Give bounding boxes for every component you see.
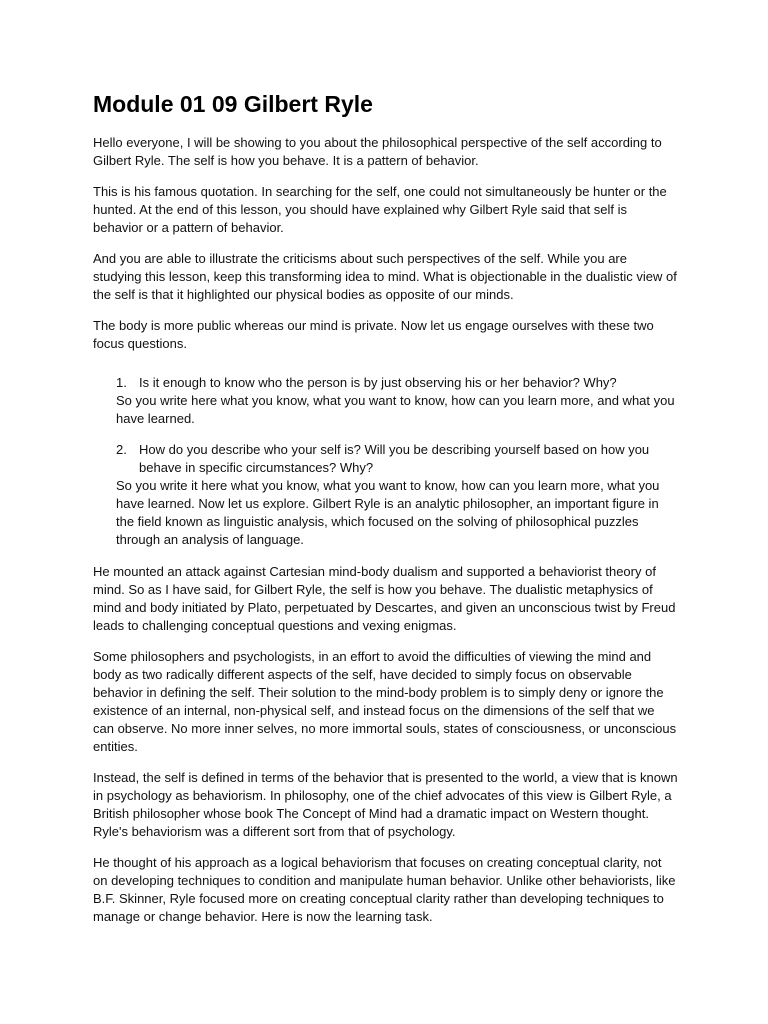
paragraph-cartesian: He mounted an attack against Cartesian mind-body dualism and supported a behaviorist theory of mind. So as I have said, for Gilbert Ryle, the self is how you behave. The dualistic metaphysics of mind and body initiated by Plato, perpetuated by Descartes, and given an unconscious twist by Freud leads to challenging conceptual questions and vexing enigmas. — [93, 564, 676, 633]
paragraph-behaviorism: Instead, the self is defined in terms of the behavior that is presented to the world, a view that is known in psychology as behaviorism. In philosophy, one of the chief advocates of this view is Gilbert Ryle, a British philosopher whose book The Concept of Mind had a dramatic impact on Western thought. Ryle's behaviorism was a different sort from that of psychology. — [93, 770, 678, 839]
paragraph-quotation: This is his famous quotation. In searching for the self, one could not simultaneously be hunter or the hunted. At the end of this lesson, you should have explained why Gilbert Ryle said that self is behavior or a pattern of behavior. — [93, 184, 667, 235]
list-number: 1. — [116, 375, 127, 390]
page-title: Module 01 09 Gilbert Ryle — [93, 91, 373, 117]
paragraph-intro: Hello everyone, I will be showing to you about the philosophical perspective of the self according to Gilbert Ryle. The self is how you behave. It is a pattern of behavior. — [93, 135, 662, 168]
paragraph-focus-intro: The body is more public whereas our mind is private. Now let us engage ourselves with these two focus questions. — [93, 318, 654, 351]
list-item — [93, 441, 678, 549]
focus-question-body: So you write here what you know, what you want to know, how can you learn more, and what you have learned. — [116, 393, 675, 426]
list-number: 2. — [116, 442, 127, 457]
focus-question-body: So you write it here what you know, what you want to know, how can you learn more, what you have learned. Now let us explore. Gilbert Ryle is an analytic philosopher, an important figure in the field known as linguistic analysis, which focused on the solving of philosophical puzzles through an analysis of language. — [116, 478, 660, 547]
paragraph-observable-behavior: Some philosophers and psychologists, in an effort to avoid the difficulties of viewing the mind and body as two radically different aspects of the self, have decided to simply focus on observable behavior in defining the self. Their solution to the mind-body problem is to simply deny or ignore the existence of an internal, non-physical self, and instead focus on the dimensions of the self that we can observe. No more inner selves, no more immortal souls, states of consciousness, or unconscious entities. — [93, 649, 677, 754]
focus-question-text: How do you describe who your self is? Will you be describing yourself based on how you behave in specific circumstances? Why? — [139, 442, 650, 475]
paragraph-criticisms: And you are able to illustrate the criticisms about such perspectives of the self. While you are studying this lesson, keep this transforming idea to mind. What is objectionable in the dualistic view of the self is that it highlighted our physical bodies as opposite of our minds. — [93, 251, 677, 302]
paragraph-logical-behaviorism: He thought of his approach as a logical behaviorism that focuses on creating conceptual clarity, not on developing techniques to condition and manipulate human behavior. Unlike other behaviorists, like B.F. Skinner, Ryle focused more on creating conceptual clarity rather than developing techniques to manage or change behavior. Here is now the learning task. — [93, 855, 676, 924]
focus-question-line — [116, 441, 678, 477]
focus-questions-list — [93, 374, 678, 549]
focus-question-text: Is it enough to know who the person is by just observing his or her behavior? Why? — [139, 375, 617, 390]
list-item — [93, 374, 678, 428]
focus-question-line — [116, 374, 678, 392]
